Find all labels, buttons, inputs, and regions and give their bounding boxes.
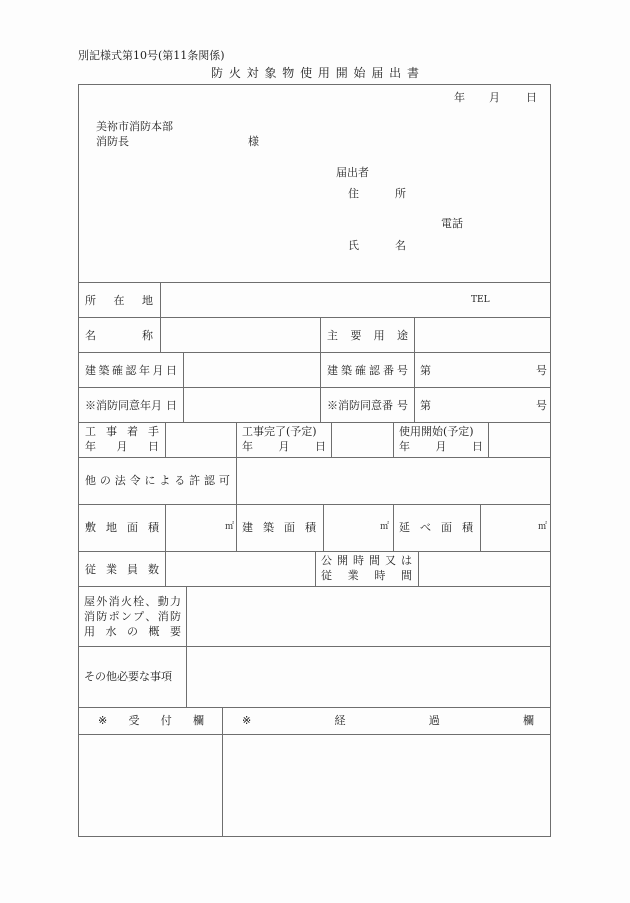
label-char: 日 [315, 440, 326, 453]
reception-header [98, 714, 204, 727]
addressee-honorific: 様 [248, 135, 259, 148]
label-char: ※ [98, 714, 108, 727]
progress-field[interactable] [224, 736, 549, 836]
divider [78, 422, 551, 423]
label-char: 積 [305, 521, 316, 534]
label-char: 築 [98, 364, 110, 377]
label-char: 過 [428, 714, 440, 727]
label-char: 欄 [192, 714, 204, 727]
label-char: 名 [85, 329, 96, 342]
fire-consent-date-field[interactable] [185, 389, 319, 421]
label-char: 号 [397, 364, 408, 377]
label-char: 面 [127, 521, 138, 534]
construction-complete-label-1: 工事完了(予定) [242, 425, 317, 438]
divider [236, 422, 237, 551]
label-char: 面 [441, 521, 452, 534]
label-char: 築 [341, 364, 352, 377]
label-char: 経 [334, 714, 346, 727]
divider [78, 352, 551, 353]
divider [78, 734, 551, 735]
construction-start-label-1 [85, 425, 159, 438]
label-char: 途 [396, 329, 408, 342]
building-confirm-number-suffix: 号 [536, 364, 547, 377]
label-char: 受 [128, 714, 140, 727]
divider [323, 504, 324, 551]
date-day-label: 日 [526, 91, 537, 104]
fire-consent-number-label [327, 399, 408, 412]
divider [418, 551, 419, 586]
label-char: 屋 [84, 595, 95, 608]
divider [78, 646, 551, 647]
water-label-1 [84, 595, 181, 608]
address-field[interactable] [410, 184, 545, 202]
label-char: 在 [113, 294, 125, 307]
building-confirm-number-field[interactable] [434, 354, 532, 386]
divider [186, 586, 187, 707]
label-char: 着 [127, 425, 138, 438]
applicant-label: 届出者 [336, 166, 369, 179]
building-confirm-number-label [327, 364, 408, 377]
divider [183, 352, 184, 422]
label-char: ン [120, 610, 132, 623]
divider [222, 707, 223, 837]
building-area-unit: ㎡ [380, 522, 390, 532]
label-char: 栓 [133, 595, 145, 608]
label-char: 建 [85, 364, 96, 377]
label-char: 開 [337, 554, 348, 567]
divider [78, 457, 551, 458]
label-char: 年 [399, 440, 410, 453]
label-char: 確 [355, 364, 366, 377]
label-char: ポ [108, 610, 120, 623]
hours-label-2 [321, 569, 412, 582]
use-start-field[interactable] [490, 424, 549, 456]
divider [393, 504, 394, 551]
divider [78, 387, 551, 388]
label-char: 番 [383, 364, 394, 377]
label-char: 認 [369, 364, 380, 377]
label-text: ※消防同意年月 [85, 399, 162, 412]
form-number: 別記様式第10号(第11条関係) [78, 49, 225, 62]
site-area-label [85, 521, 159, 534]
water-summary-field[interactable] [188, 588, 549, 645]
label-char: 月 [152, 364, 164, 377]
hours-field[interactable] [420, 553, 549, 585]
site-area-unit: ㎡ [225, 522, 235, 532]
label-text: 日 [166, 399, 177, 412]
label-char: 許 [189, 474, 201, 487]
other-matters-field[interactable] [188, 648, 549, 706]
label-char: る [174, 474, 186, 487]
use-start-label-1: 使用開始(予定) [399, 425, 474, 438]
label-char: に [144, 474, 156, 487]
form-title: 防 火 対 象 物 使 用 開 始 届 出 書 [211, 66, 420, 80]
label-char: 地 [142, 294, 153, 307]
label-char: 月 [116, 440, 128, 453]
label-char: の [99, 474, 111, 487]
divider [165, 504, 166, 586]
building-confirm-number-prefix: 第 [420, 364, 431, 377]
construction-complete-field[interactable] [333, 424, 392, 456]
label-char: べ [420, 521, 431, 534]
label-char: 間 [369, 554, 380, 567]
label-char: 用 [373, 329, 385, 342]
divider [160, 282, 161, 352]
label-char: 時 [353, 554, 364, 567]
date-month-label: 月 [489, 91, 500, 104]
addressee-line2: 消防長 [96, 135, 129, 148]
label-char: 要 [170, 625, 181, 638]
location-tel-field[interactable] [495, 284, 549, 316]
label-char: 積 [462, 521, 473, 534]
label-char: 認 [125, 364, 137, 377]
divider [165, 422, 166, 457]
label-text: 号 [397, 399, 408, 412]
divider [78, 707, 551, 708]
total-area-field[interactable] [482, 506, 536, 550]
label-char: 確 [112, 364, 123, 377]
label-char: 年 [139, 364, 150, 377]
name-row-label [85, 329, 153, 342]
label-char: 敷 [85, 521, 96, 534]
label-char: 火 [120, 595, 132, 608]
employees-label [85, 563, 159, 576]
hours-label-1 [321, 554, 412, 567]
label-char: 法 [114, 474, 126, 487]
label-char: 業 [106, 563, 117, 576]
label-char: 所 [85, 294, 96, 307]
total-area-unit: ㎡ [538, 522, 548, 532]
total-area-label [399, 521, 473, 534]
label-char: 水 [105, 625, 117, 638]
date-field[interactable] [400, 88, 545, 106]
label-char: 手 [148, 425, 159, 438]
use-start-label-2 [399, 440, 483, 453]
label-char: プ [133, 610, 145, 623]
divider [331, 422, 332, 457]
date-year-label: 年 [454, 91, 465, 104]
label-char: 主 [327, 329, 338, 342]
main-use-field[interactable] [416, 319, 549, 351]
label-char: 認 [204, 474, 215, 487]
label-char: ※ [242, 714, 252, 727]
applicant-name-field[interactable] [410, 236, 545, 254]
label-char: 月 [278, 440, 290, 453]
label-char: は [401, 554, 412, 567]
label-char: 日 [166, 364, 177, 377]
divider [78, 317, 551, 318]
label-char: 公 [321, 554, 332, 567]
label-char: 外 [96, 595, 108, 608]
label-char: 消 [84, 610, 95, 623]
label-char: 欄 [522, 714, 534, 727]
building-area-label [242, 521, 316, 534]
water-label-3 [84, 625, 181, 638]
label-char: 令 [129, 474, 141, 487]
label-char: 時 [374, 569, 386, 582]
label-char: 日 [472, 440, 483, 453]
divider [480, 504, 481, 551]
label-char: よ [159, 474, 171, 487]
label-char: 概 [148, 625, 160, 638]
label-char: 力 [169, 595, 181, 608]
label-char: 事 [106, 425, 117, 438]
fire-consent-number-field[interactable] [434, 389, 532, 421]
label-char: 消 [157, 610, 169, 623]
phone-field[interactable] [468, 214, 546, 232]
label-char: 業 [347, 569, 359, 582]
divider [393, 422, 394, 457]
building-area-field[interactable] [325, 506, 379, 550]
location-tel-label: TEL [471, 295, 490, 305]
label-char: 員 [127, 563, 138, 576]
label-char: 動 [157, 595, 169, 608]
label-char: 、 [145, 610, 157, 623]
label-char: 可 [218, 474, 230, 487]
location-label [85, 294, 153, 307]
divider [488, 422, 489, 457]
other-permits-field[interactable] [238, 459, 549, 503]
location-field[interactable] [162, 284, 462, 316]
label-char: 工 [85, 425, 96, 438]
label-char: 積 [148, 521, 159, 534]
label-char: 用 [84, 625, 95, 638]
fire-consent-number-suffix: 号 [536, 399, 547, 412]
label-char: 消 [108, 595, 120, 608]
divider [78, 586, 551, 587]
property-name-field[interactable] [162, 319, 319, 351]
label-char: 防 [169, 610, 181, 623]
name-label-1: 氏 [348, 239, 359, 252]
reception-field[interactable] [80, 736, 221, 836]
label-char: 月 [435, 440, 447, 453]
label-char: 日 [148, 440, 159, 453]
fire-consent-number-prefix: 第 [420, 399, 431, 412]
building-confirm-date-field[interactable] [185, 354, 319, 386]
address-label-2: 所 [395, 187, 406, 200]
other-matters-label: その他必要な事項 [84, 670, 172, 683]
label-char: 延 [399, 521, 410, 534]
construction-complete-label-2 [242, 440, 326, 453]
phone-label: 電話 [441, 217, 463, 230]
building-confirm-date-label [85, 364, 177, 377]
construction-start-label-2 [85, 440, 159, 453]
label-char: 従 [321, 569, 332, 582]
label-char: 年 [242, 440, 253, 453]
label-char: 地 [106, 521, 117, 534]
label-char: 又 [385, 554, 396, 567]
main-use-label [327, 329, 408, 342]
address-label-1: 住 [348, 187, 359, 200]
label-char: 防 [96, 610, 108, 623]
label-char: 、 [145, 595, 157, 608]
label-char: 面 [284, 521, 295, 534]
other-permits-label [85, 474, 230, 487]
employees-field[interactable] [167, 553, 314, 585]
label-char: の [127, 625, 138, 638]
construction-start-field[interactable] [167, 424, 235, 456]
site-area-field[interactable] [167, 506, 223, 550]
label-char: 間 [400, 569, 412, 582]
label-char: 建 [327, 364, 338, 377]
label-char: 築 [263, 521, 274, 534]
label-char: 称 [142, 329, 153, 342]
label-char: 従 [85, 563, 96, 576]
fire-consent-date-label [85, 399, 177, 412]
water-label-2 [84, 610, 181, 623]
label-char: 付 [160, 714, 172, 727]
divider [315, 551, 316, 586]
label-char: 要 [350, 329, 362, 342]
divider [78, 282, 551, 283]
label-text: ※消防同意番 [327, 399, 393, 412]
divider [320, 317, 321, 422]
label-char: 数 [148, 563, 159, 576]
label-char: 他 [85, 474, 96, 487]
addressee-line1: 美祢市消防本部 [96, 120, 173, 133]
divider [414, 317, 415, 422]
label-char: 建 [242, 521, 253, 534]
label-char: 年 [85, 440, 96, 453]
name-label-2: 名 [395, 239, 406, 252]
progress-header [242, 714, 534, 727]
